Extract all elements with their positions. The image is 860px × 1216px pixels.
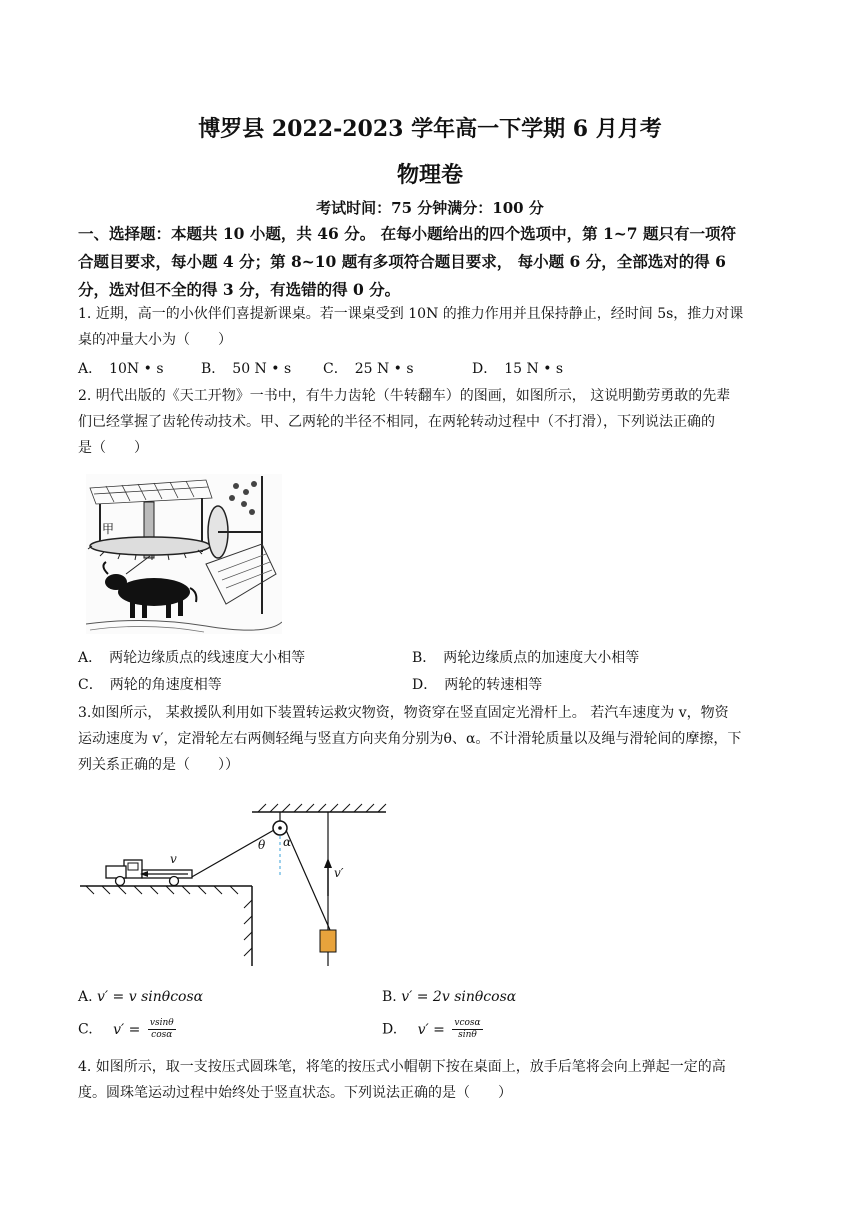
question-3-option-c-fraction	[148, 1018, 176, 1041]
question-3-option-c-label: C.	[78, 1021, 93, 1038]
question-2	[78, 383, 790, 461]
question-3	[78, 700, 790, 778]
section-heading-line-3: 分，选对但不全的得 3 分，有选错的得 0 分。	[78, 280, 401, 299]
question-3-line-2: 运动速度为 v′，定滑轮左右两侧轻绳与竖直方向夹角分别为θ、α。不计滑轮质量以及绳与滑轮间的摩擦，下	[78, 731, 742, 747]
question-4	[78, 1054, 790, 1106]
question-3-option-d-label: D.	[382, 1021, 398, 1038]
question-3-line-1: 3.如图所示， 某救援队利用如下装置转运救灾物资，物资穿在竖直固定光滑杆上。 若汽车速度为 v，物资	[78, 705, 729, 721]
question-1-option-d: D． 15 N • s	[472, 361, 564, 377]
question-2-line-3: 是（ ）	[78, 440, 148, 456]
gear-jia-label: 甲	[102, 522, 115, 536]
question-2-line-2: 们已经掌握了齿轮传动技术。甲、乙两轮的半径不相同，在两轮转动过程中（不打滑），下列说法正确的	[78, 414, 715, 430]
exam-info: 考试时间：75 分钟满分：100 分	[316, 199, 544, 217]
question-3-option-d-fraction	[452, 1018, 482, 1041]
question-3-option-c-denominator: cosα	[151, 1030, 173, 1040]
question-1-option-a: A． 10N • s	[78, 361, 164, 377]
question-3-option-d	[382, 1018, 483, 1041]
question-4-line-2: 度。圆珠笔运动过程中始终处于竖直状态。下列说法正确的是（ ）	[78, 1085, 512, 1101]
truck-velocity-label: v	[170, 852, 177, 866]
question-3-option-d-denominator: sinθ	[458, 1030, 477, 1040]
question-3-option-b	[382, 987, 516, 1007]
question-3-option-a-expr: v′ = v sinθcosα	[97, 989, 204, 1005]
question-2-option-d: D． 两轮的转速相等	[412, 677, 543, 693]
section-heading	[78, 220, 790, 304]
question-3-option-b-expr: v′ = 2v sinθcosα	[401, 989, 517, 1005]
question-1-line-1: 1. 近期，高一的小伙伴们喜提新课桌。若一课桌受到 10N 的推力作用并且保持静止，经时间 5s，推力对课	[78, 306, 744, 322]
question-3-option-a-label: A.	[78, 989, 93, 1005]
exam-title: 博罗县 2022-2023 学年高一下学期 6 月月考	[198, 116, 662, 142]
block-velocity-label: v′	[334, 866, 344, 880]
section-heading-line-2: 合题目要求，每小题 4 分；第 8~10 题有多项符合题目要求， 每小题 6 分，全部选对的得 6	[78, 252, 726, 271]
ox-gear-illustration	[86, 474, 282, 634]
question-1	[78, 301, 790, 353]
exam-subtitle: 物理卷	[396, 162, 463, 188]
question-1-line-2: 桌的冲量大小为（ ）	[78, 332, 232, 348]
question-3-option-b-label: B.	[382, 989, 397, 1005]
question-2-option-b: B． 两轮边缘质点的加速度大小相等	[412, 650, 640, 666]
question-2-option-c: C． 两轮的角速度相等	[78, 677, 222, 693]
section-heading-line-1: 一、选择题：本题共 10 小题，共 46 分。 在每小题给出的四个选项中，第 1~7 题只有一项符	[78, 224, 736, 243]
question-3-option-c-lhs: v′ =	[113, 1021, 141, 1038]
alpha-angle-label: α	[283, 835, 292, 849]
pulley-truck-diagram	[76, 800, 406, 970]
question-2-line-1: 2. 明代出版的《天工开物》一书中，有牛力齿轮（牛转翻车）的图画，如图所示， 这说明勤劳勇敢的先辈	[78, 388, 731, 404]
question-3-option-d-lhs: v′ =	[417, 1021, 445, 1038]
question-3-option-d-numerator: vcosα	[454, 1018, 481, 1028]
theta-angle-label: θ	[258, 838, 266, 852]
question-3-option-c-numerator: vsinθ	[149, 1018, 174, 1028]
question-3-option-a	[78, 987, 203, 1007]
question-4-line-1: 4. 如图所示，取一支按压式圆珠笔，将笔的按压式小帽朝下按在桌面上，放手后笔将会向上弹起一定的高	[78, 1059, 726, 1075]
question-3-option-c	[78, 1018, 176, 1041]
question-1-option-b: B． 50 N • s	[201, 361, 292, 377]
question-3-line-3: 列关系正确的是（ ））	[78, 757, 239, 773]
question-2-option-a: A． 两轮边缘质点的线速度大小相等	[78, 650, 306, 666]
question-1-option-c: C． 25 N • s	[323, 361, 414, 377]
